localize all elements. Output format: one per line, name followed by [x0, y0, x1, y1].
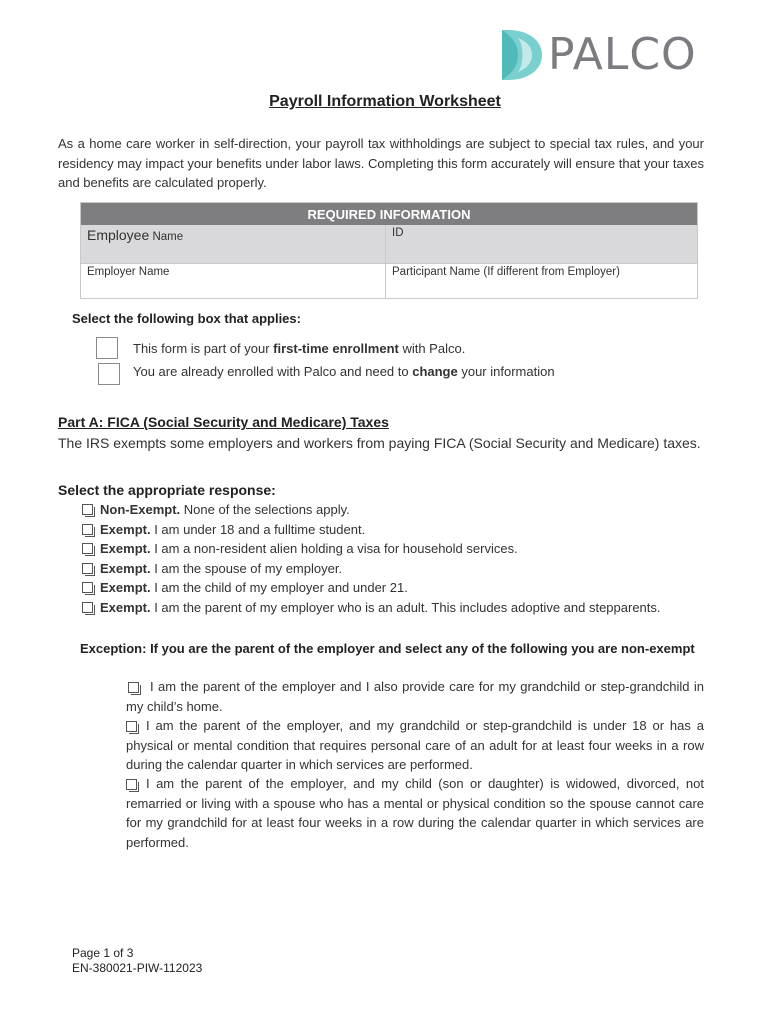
option-label: Exempt.	[100, 541, 151, 556]
fica-checkbox[interactable]	[82, 524, 93, 535]
page-footer	[72, 946, 202, 976]
exception-text: I am the parent of the employer, and my grandchild or step-grandchild is under 18 or has a physical or mental condition that requires personal care of an adult for at least four weeks in a row during the calendar quarter in which services are performed.	[126, 718, 704, 772]
palco-logo	[498, 28, 708, 82]
fica-checkbox[interactable]	[82, 543, 93, 554]
page-title: Payroll Information Worksheet	[269, 93, 501, 110]
option-text: I am the child of my employer and under 21.	[150, 580, 408, 595]
fica-option-child	[82, 578, 661, 598]
required-information-header: REQUIRED INFORMATION	[81, 203, 697, 225]
option-text: You are already enrolled with Palco and need to	[133, 364, 413, 379]
part-a-description: The IRS exempts some employers and workers from paying FICA (Social Security and Medicare) taxes.	[58, 435, 701, 451]
fica-checkbox[interactable]	[82, 504, 93, 515]
option-text: with Palco.	[398, 341, 466, 356]
fica-checkbox[interactable]	[82, 582, 93, 593]
option-text: your information	[457, 364, 555, 379]
exception-title: Exception: If you are the parent of the employer and select any of the following you are non-exempt	[80, 641, 695, 656]
option-text: I am the spouse of my employer.	[150, 560, 343, 576]
employer-name-field[interactable]	[81, 264, 386, 298]
fica-option-non-exempt	[82, 500, 661, 520]
first-time-enrollment-option	[133, 341, 465, 356]
exception-item-1	[126, 677, 704, 716]
part-a-title: Part A: FICA (Social Security and Medicare) Taxes	[58, 414, 389, 430]
fica-checkbox[interactable]	[82, 602, 93, 613]
change-information-checkbox[interactable]	[98, 363, 120, 385]
employee-label-suffix: Name	[149, 231, 184, 243]
option-label: Exempt.	[100, 560, 151, 576]
option-bold-text: first-time enrollment	[273, 341, 399, 356]
exception-checkbox[interactable]	[128, 682, 139, 693]
exception-text: I am the parent of the employer, and my child (son or daughter) is widowed, divorced, not remarried or living with a spouse who has a mental or physical condition so the spouse cannot care for my grandchild for at least four weeks in a row during the calendar quarter in which services are performed.	[126, 776, 704, 850]
participant-label: Participant Name (If different from Employer)	[392, 266, 620, 278]
option-text: This form is part of your	[133, 341, 274, 356]
id-field[interactable]	[386, 225, 697, 263]
option-text: I am under 18 and a fulltime student.	[150, 521, 366, 537]
first-time-enrollment-checkbox[interactable]	[96, 337, 118, 359]
option-text: I am the parent of my employer who is an adult. This includes adoptive and stepparents.	[150, 599, 661, 615]
employer-label: Employer Name	[87, 266, 170, 278]
option-label: Exempt.	[100, 580, 151, 595]
employee-name-field[interactable]	[81, 225, 386, 263]
change-information-option	[133, 364, 555, 379]
exception-checkbox[interactable]	[126, 721, 137, 732]
exception-item-3	[126, 774, 704, 852]
required-information-table	[80, 202, 698, 299]
fica-option-spouse	[82, 559, 661, 579]
id-label: ID	[392, 227, 404, 239]
participant-name-field[interactable]	[386, 264, 697, 298]
fica-checkbox[interactable]	[82, 563, 93, 574]
employee-label-prefix: Employee	[87, 227, 150, 243]
exception-item-2	[126, 716, 704, 775]
select-box-prompt: Select the following box that applies:	[72, 311, 301, 326]
option-text: None of the selections apply.	[180, 502, 350, 517]
exception-checkbox[interactable]	[126, 779, 137, 790]
form-code: EN-380021-PIW-112023	[72, 961, 203, 975]
option-label: Exempt.	[100, 521, 151, 537]
page-number: Page 1 of 3	[72, 946, 134, 960]
fica-option-non-resident	[82, 539, 661, 559]
option-text: I am a non-resident alien holding a visa for household services.	[150, 541, 518, 556]
fica-response-list	[82, 500, 661, 617]
option-label: Non-Exempt.	[100, 502, 181, 517]
exception-text: I am the parent of the employer and I also provide care for my grandchild or step-grandchild in my child’s home.	[126, 679, 704, 714]
palco-logo-mark-icon	[498, 28, 546, 82]
palco-logo-wordmark: PALCO	[548, 29, 697, 80]
fica-option-student	[82, 520, 661, 540]
intro-paragraph: As a home care worker in self-direction, your payroll tax withholdings are subject to special tax rules, and your residency may impact your benefits under labor laws. Completing this form accurately will ensure that your taxes and benefits are calculated properly.	[58, 136, 704, 190]
option-bold-text: change	[412, 364, 458, 379]
select-response-prompt: Select the appropriate response:	[58, 482, 276, 498]
fica-option-parent	[82, 598, 661, 618]
option-label: Exempt.	[100, 599, 151, 615]
